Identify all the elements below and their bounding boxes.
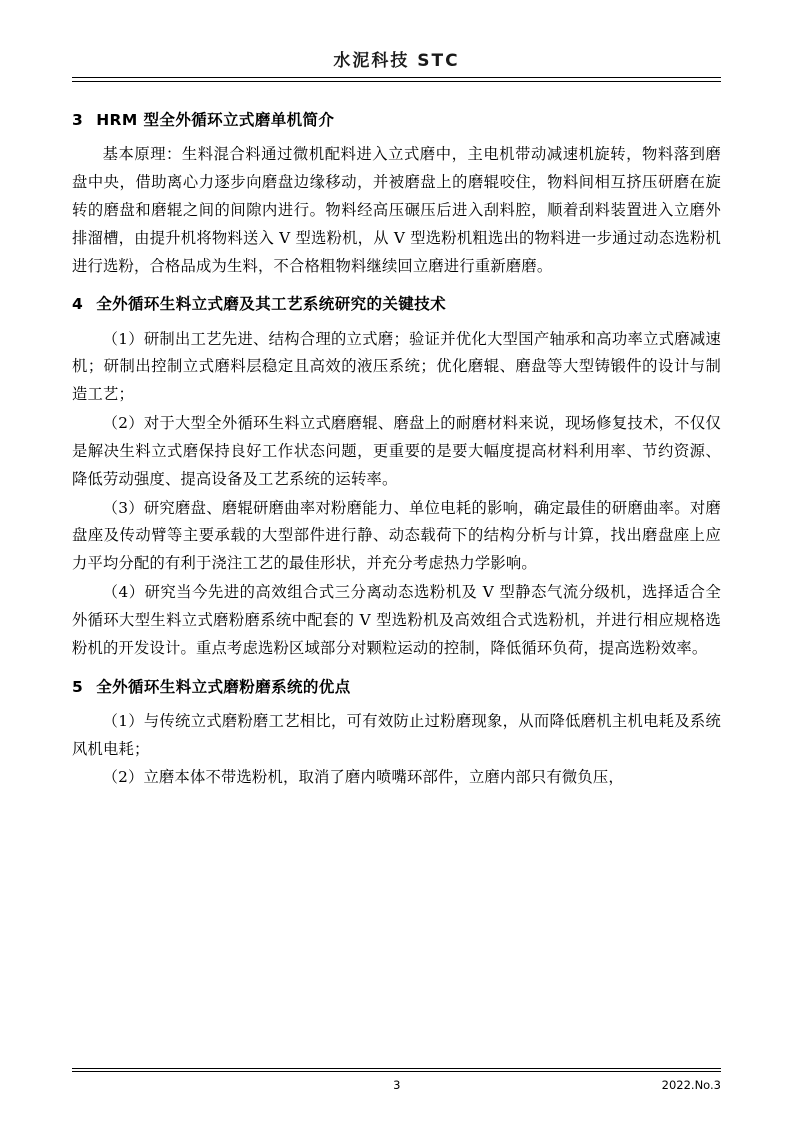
paragraph: （2）立磨本体不带选粉机，取消了磨内喷嘴环部件，立磨内部只有微负压， (102, 768, 624, 787)
section-title-3: HRM 型全外循环立式磨单机简介 (96, 111, 335, 129)
page-number: 3 (393, 1078, 401, 1092)
header-rule-thick (72, 77, 721, 78)
paragraph: （3）研究磨盘、磨辊研磨曲率对粉磨能力、单位电耗的影响，确定最佳的研磨曲率。对磨盘座及传动臂等主要承载的大型部件进行静、动态载荷下的结构分析与计算，找出磨盘座上应力平均分配的有利于浇注工艺的最佳形状，并充分考虑热力学影响。 (72, 498, 721, 573)
paragraph: （1）与传统立式磨粉磨工艺相比，可有效防止过粉磨现象，从而降低磨机主机电耗及系统风机电耗； (72, 711, 721, 758)
page-body (72, 96, 721, 1082)
footer-rule-thick (72, 1068, 721, 1069)
page-footer (72, 1068, 721, 1092)
section-heading-5 (72, 676, 721, 699)
section-title-5: 全外循环生料立式磨粉磨系统的优点 (96, 677, 351, 696)
running-head: 水泥科技 STC (333, 51, 460, 71)
section-number-5: 5 (72, 677, 84, 696)
paragraph: （4）研究当今先进的高效组合式三分离动态选粉机及 V 型静态气流分级机，选择适合全外循环大型生料立式磨粉磨系统中配套的 V 型选粉机及高效组合式选粉机，并进行相应规格选粉机的开发设计。重点考虑选粉区域部分对颗粒运动的控制，降低循环负荷，提高选粉效率。 (72, 583, 721, 657)
section-number-3: 3 (72, 111, 84, 129)
section-heading-3 (72, 109, 721, 132)
paragraph: （2）对于大型全外循环生料立式磨磨辊、磨盘上的耐磨材料来说，现场修复技术，不仅仅是解决生料立式磨保持良好工作状态问题，更重要的是要大幅度提高材料利用率、节约资源、降低劳动强度、提高设备及工艺系统的运转率。 (72, 414, 721, 488)
section-title-4: 全外循环生料立式磨及其工艺系统研究的关键技术 (96, 295, 446, 314)
footer-rule-thin (72, 1071, 721, 1072)
footer-row (72, 1078, 721, 1092)
issue-label: 2022.No.3 (661, 1078, 721, 1092)
header-rule-thin (72, 81, 721, 82)
page-header (72, 46, 721, 96)
section-heading-4 (72, 293, 721, 316)
paragraph: （1）研制出工艺先进、结构合理的立式磨；验证并优化大型国产轴承和高功率立式磨减速机；研制出控制立式磨料层稳定且高效的液压系统；优化磨辊、磨盘等大型铸锻件的设计与制造工艺； (72, 329, 721, 404)
paragraph: 基本原理：生料混合料通过微机配料进入立式磨中，主电机带动减速机旋转，物料落到磨盘中央，借助离心力逐步向磨盘边缘移动，并被磨盘上的磨辊咬住，物料间相互挤压研磨在旋转的磨盘和磨辊之间的间隙内进行。物料经高压碾压后进入刮料腔，顺着刮料装置进入立磨外排溜槽，由提升机将物料送入 V 型选粉机，从 V 型选粉机粗选出的物料进一步通过动态选粉机进行选粉，合格品成为生料，不合格粗物料继续回立磨进行重新磨磨。 (72, 145, 721, 275)
section-number-4: 4 (72, 295, 84, 314)
